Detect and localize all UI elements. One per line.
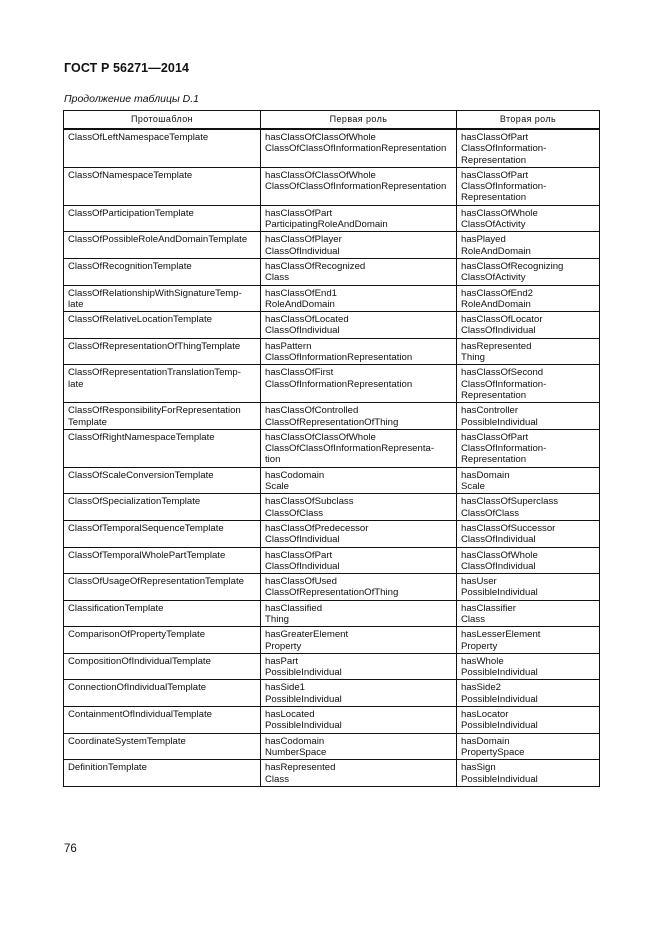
cell-text-line: hasClassOfSuperclass	[461, 496, 559, 508]
cell-text-line: ClassOfInformationRepresentation	[265, 352, 413, 364]
template-cell	[64, 429, 261, 467]
second-role-cell	[457, 760, 600, 787]
table-row	[64, 403, 600, 430]
templates-table	[63, 110, 600, 787]
cell-text-line: ClassOfInformation-	[461, 181, 547, 193]
table-row	[64, 429, 600, 467]
cell-text-line: hasClassified	[265, 602, 323, 614]
first-role-cell	[261, 285, 457, 312]
template-cell	[64, 365, 261, 403]
cell-text-line: ClassOfParticipationTemplate	[68, 207, 194, 219]
cell-text-line: hasClassOfLocated	[265, 314, 349, 326]
template-cell	[64, 403, 261, 430]
document-header: ГОСТ Р 56271—2014	[64, 61, 190, 75]
second-role-cell	[457, 129, 600, 167]
column-header-template: Протошаблон	[64, 111, 261, 130]
first-role-cell	[261, 467, 457, 494]
first-role-cell	[261, 205, 457, 232]
cell-text-line: ClassOfRightNamespaceTemplate	[68, 431, 215, 443]
first-role-cell	[261, 653, 457, 680]
cell-text-line: ClassOfRepresentationOfThingTemplate	[68, 340, 241, 352]
table-row	[64, 733, 600, 760]
cell-text-line: RoleAndDomain	[265, 298, 335, 310]
cell-text-line: late	[68, 298, 84, 310]
cell-text-line: ComparisonOfPropertyTemplate	[68, 629, 206, 641]
cell-text-line: hasClassOfClassOfWhole	[265, 169, 376, 181]
cell-text-line: Template	[68, 416, 107, 428]
cell-text-line: tion	[265, 454, 281, 466]
cell-text-line: Scale	[461, 481, 485, 493]
second-role-cell	[457, 312, 600, 339]
cell-text-line: ParticipatingRoleAndDomain	[265, 219, 388, 231]
table-row	[64, 467, 600, 494]
cell-text-line: Scale	[265, 481, 289, 493]
cell-text-line: CoordinateSystemTemplate	[68, 735, 186, 747]
cell-text-line: ClassOfIndividual	[265, 325, 340, 337]
cell-text-line: hasLocator	[461, 709, 509, 721]
template-cell	[64, 232, 261, 259]
template-cell	[64, 205, 261, 232]
column-header-second-role: Вторая роль	[457, 111, 600, 130]
first-role-cell	[261, 494, 457, 521]
second-role-cell	[457, 574, 600, 601]
second-role-cell	[457, 707, 600, 734]
second-role-cell	[457, 429, 600, 467]
cell-text-line: ClassOfClassOfInformationRepresenta-	[265, 443, 435, 455]
cell-text-line: hasRepresented	[265, 762, 336, 774]
template-cell	[64, 494, 261, 521]
cell-text-line: hasClassOfPredecessor	[265, 522, 369, 534]
cell-text-line: Thing	[265, 613, 289, 625]
cell-text-line: hasClassOfLocator	[461, 314, 543, 326]
cell-text-line: ClassOfInformation-	[461, 143, 547, 155]
cell-text-line: ClassOfInformation-	[461, 378, 547, 390]
second-role-cell	[457, 232, 600, 259]
template-cell	[64, 167, 261, 205]
second-role-cell	[457, 365, 600, 403]
cell-text-line: DefinitionTemplate	[68, 762, 147, 774]
cell-text-line: hasClassOfSecond	[461, 367, 544, 379]
cell-text-line: PossibleIndividual	[461, 416, 538, 428]
cell-text-line: ClassOfIndividual	[461, 560, 536, 572]
cell-text-line: hasSide2	[461, 682, 502, 694]
table-row	[64, 760, 600, 787]
cell-text-line: hasLocated	[265, 709, 315, 721]
table-row	[64, 258, 600, 285]
first-role-cell	[261, 312, 457, 339]
template-cell	[64, 600, 261, 627]
cell-text-line: hasClassOfPart	[461, 169, 529, 181]
second-role-cell	[457, 547, 600, 574]
table-row	[64, 312, 600, 339]
cell-text-line: hasPlayed	[461, 234, 506, 246]
table-row	[64, 547, 600, 574]
template-cell	[64, 653, 261, 680]
cell-text-line: hasUser	[461, 576, 497, 588]
cell-text-line: hasPattern	[265, 340, 312, 352]
cell-text-line: PossibleIndividual	[265, 720, 342, 732]
template-cell	[64, 258, 261, 285]
cell-text-line: hasClassOfSubclass	[265, 496, 354, 508]
cell-text-line: ClassOfTemporalWholePartTemplate	[68, 549, 226, 561]
cell-text-line: late	[68, 378, 84, 390]
table-row	[64, 285, 600, 312]
table-body	[64, 129, 600, 786]
cell-text-line: ClassOfRecognitionTemplate	[68, 260, 192, 272]
cell-text-line: PropertySpace	[461, 746, 525, 758]
cell-text-line: ClassOfIndividual	[461, 325, 536, 337]
first-role-cell	[261, 680, 457, 707]
cell-text-line: ClassOfRepresentationTranslationTemp-	[68, 367, 241, 379]
first-role-cell	[261, 232, 457, 259]
cell-text-line: hasDomain	[461, 469, 510, 481]
cell-text-line: PossibleIndividual	[461, 587, 538, 599]
first-role-cell	[261, 129, 457, 167]
first-role-cell	[261, 429, 457, 467]
template-cell	[64, 285, 261, 312]
table-row	[64, 707, 600, 734]
first-role-cell	[261, 365, 457, 403]
table-row	[64, 494, 600, 521]
cell-text-line: hasClassOfSuccessor	[461, 522, 556, 534]
cell-text-line: hasClassOfClassOfWhole	[265, 132, 376, 143]
table-row	[64, 205, 600, 232]
cell-text-line: hasClassOfEnd2	[461, 287, 533, 299]
cell-text-line: Representation	[461, 454, 527, 466]
template-cell	[64, 707, 261, 734]
cell-text-line: ClassOfRepresentationOfThing	[265, 416, 399, 428]
cell-text-line: hasDomain	[461, 735, 510, 747]
table-header	[64, 111, 600, 130]
cell-text-line: ClassOfPossibleRoleAndDomainTemplate	[68, 234, 248, 246]
first-role-cell	[261, 258, 457, 285]
first-role-cell	[261, 520, 457, 547]
cell-text-line: hasClassOfClassOfWhole	[265, 431, 376, 443]
first-role-cell	[261, 338, 457, 365]
cell-text-line: PossibleIndividual	[461, 667, 538, 679]
cell-text-line: ClassOfIndividual	[265, 560, 340, 572]
table-row	[64, 680, 600, 707]
cell-text-line: ClassificationTemplate	[68, 602, 164, 614]
first-role-cell	[261, 760, 457, 787]
first-role-cell	[261, 547, 457, 574]
template-cell	[64, 627, 261, 654]
cell-text-line: ClassOfScaleConversionTemplate	[68, 469, 214, 481]
cell-text-line: ClassOfRelationshipWithSignatureTemp-	[68, 287, 242, 299]
second-role-cell	[457, 627, 600, 654]
cell-text-line: Class	[265, 773, 289, 785]
first-role-cell	[261, 574, 457, 601]
first-role-cell	[261, 600, 457, 627]
cell-text-line: Representation	[461, 154, 527, 166]
table-row	[64, 574, 600, 601]
cell-text-line: NumberSpace	[265, 746, 327, 758]
template-cell	[64, 547, 261, 574]
template-cell	[64, 733, 261, 760]
cell-text-line: ClassOfResponsibilityForRepresentation	[68, 405, 241, 417]
cell-text-line: hasClassOfPart	[461, 431, 529, 443]
cell-text-line: ClassOfActivity	[461, 272, 526, 284]
template-cell	[64, 760, 261, 787]
template-cell	[64, 520, 261, 547]
cell-text-line: ClassOfIndividual	[265, 245, 340, 257]
second-role-cell	[457, 520, 600, 547]
table-row	[64, 627, 600, 654]
table-row	[64, 167, 600, 205]
cell-text-line: PossibleIndividual	[461, 773, 538, 785]
second-role-cell	[457, 600, 600, 627]
cell-text-line: ContainmentOfIndividualTemplate	[68, 709, 212, 721]
second-role-cell	[457, 467, 600, 494]
first-role-cell	[261, 627, 457, 654]
cell-text-line: Thing	[461, 352, 485, 364]
table-row	[64, 520, 600, 547]
cell-text-line: Property	[265, 640, 302, 652]
table-caption: Продолжение таблицы D.1	[64, 93, 199, 105]
second-role-cell	[457, 733, 600, 760]
second-role-cell	[457, 494, 600, 521]
cell-text-line: ClassOfClassOfInformationRepresentation	[265, 181, 447, 193]
cell-text-line: ClassOfClass	[265, 507, 324, 519]
cell-text-line: RoleAndDomain	[461, 298, 531, 310]
cell-text-line: hasClassOfRecognizing	[461, 260, 564, 272]
cell-text-line: hasCodomain	[265, 735, 325, 747]
first-role-cell	[261, 403, 457, 430]
cell-text-line: hasClassOfWhole	[461, 549, 538, 561]
cell-text-line: hasGreaterElement	[265, 629, 349, 641]
cell-text-line: hasClassOfPlayer	[265, 234, 342, 246]
cell-text-line: ClassOfRepresentationOfThing	[265, 587, 399, 599]
cell-text-line: hasController	[461, 405, 519, 417]
cell-text-line: hasClassifier	[461, 602, 516, 614]
cell-text-line: Class	[461, 613, 485, 625]
column-header-first-role: Первая роль	[261, 111, 457, 130]
template-cell	[64, 312, 261, 339]
header-row	[64, 111, 600, 130]
cell-text-line: hasCodomain	[265, 469, 325, 481]
cell-text-line: hasClassOfPart	[265, 207, 333, 219]
second-role-cell	[457, 403, 600, 430]
template-cell	[64, 574, 261, 601]
table-row	[64, 129, 600, 167]
cell-text-line: PossibleIndividual	[461, 720, 538, 732]
table-row	[64, 600, 600, 627]
cell-text-line: ClassOfActivity	[461, 219, 526, 231]
cell-text-line: hasClassOfWhole	[461, 207, 538, 219]
cell-text-line: ClassOfNamespaceTemplate	[68, 169, 193, 181]
second-role-cell	[457, 167, 600, 205]
table-row	[64, 232, 600, 259]
second-role-cell	[457, 653, 600, 680]
cell-text-line: hasClassOfPart	[461, 132, 529, 143]
second-role-cell	[457, 338, 600, 365]
cell-text-line: ClassOfRelativeLocationTemplate	[68, 314, 212, 326]
table-row	[64, 338, 600, 365]
template-cell	[64, 129, 261, 167]
second-role-cell	[457, 285, 600, 312]
second-role-cell	[457, 258, 600, 285]
first-role-cell	[261, 733, 457, 760]
template-cell	[64, 680, 261, 707]
cell-text-line: ClassOfInformationRepresentation	[265, 378, 413, 390]
cell-text-line: hasClassOfFirst	[265, 367, 334, 379]
cell-text-line: ClassOfIndividual	[461, 534, 536, 546]
cell-text-line: hasClassOfControlled	[265, 405, 359, 417]
cell-text-line: RoleAndDomain	[461, 245, 531, 257]
cell-text-line: PossibleIndividual	[461, 693, 538, 705]
cell-text-line: PossibleIndividual	[265, 693, 342, 705]
cell-text-line: ClassOfIndividual	[265, 534, 340, 546]
cell-text-line: ClassOfLeftNamespaceTemplate	[68, 132, 209, 143]
cell-text-line: hasSide1	[265, 682, 306, 694]
cell-text-line: ConnectionOfIndividualTemplate	[68, 682, 207, 694]
page-number: 76	[64, 843, 77, 855]
table-row	[64, 365, 600, 403]
second-role-cell	[457, 205, 600, 232]
cell-text-line: ClassOfClass	[461, 507, 520, 519]
cell-text-line: hasSign	[461, 762, 496, 774]
cell-text-line: Representation	[461, 389, 527, 401]
cell-text-line: hasClassOfPart	[265, 549, 333, 561]
cell-text-line: ClassOfClassOfInformationRepresentation	[265, 143, 447, 155]
cell-text-line: CompositionOfIndividualTemplate	[68, 655, 211, 667]
first-role-cell	[261, 167, 457, 205]
first-role-cell	[261, 707, 457, 734]
cell-text-line: hasWhole	[461, 655, 504, 667]
cell-text-line: hasClassOfUsed	[265, 576, 337, 588]
cell-text-line: ClassOfInformation-	[461, 443, 547, 455]
cell-text-line: hasPart	[265, 655, 299, 667]
cell-text-line: ClassOfSpecializationTemplate	[68, 496, 201, 508]
cell-text-line: hasClassOfRecognized	[265, 260, 366, 272]
table-row	[64, 653, 600, 680]
template-cell	[64, 467, 261, 494]
cell-text-line: hasLesserElement	[461, 629, 541, 641]
cell-text-line: hasRepresented	[461, 340, 532, 352]
cell-text-line: hasClassOfEnd1	[265, 287, 337, 299]
cell-text-line: ClassOfUsageOfRepresentationTemplate	[68, 576, 244, 588]
second-role-cell	[457, 680, 600, 707]
cell-text-line: Property	[461, 640, 498, 652]
cell-text-line: Class	[265, 272, 289, 284]
cell-text-line: ClassOfTemporalSequenceTemplate	[68, 522, 224, 534]
cell-text-line: Representation	[461, 192, 527, 204]
template-cell	[64, 338, 261, 365]
cell-text-line: PossibleIndividual	[265, 667, 342, 679]
